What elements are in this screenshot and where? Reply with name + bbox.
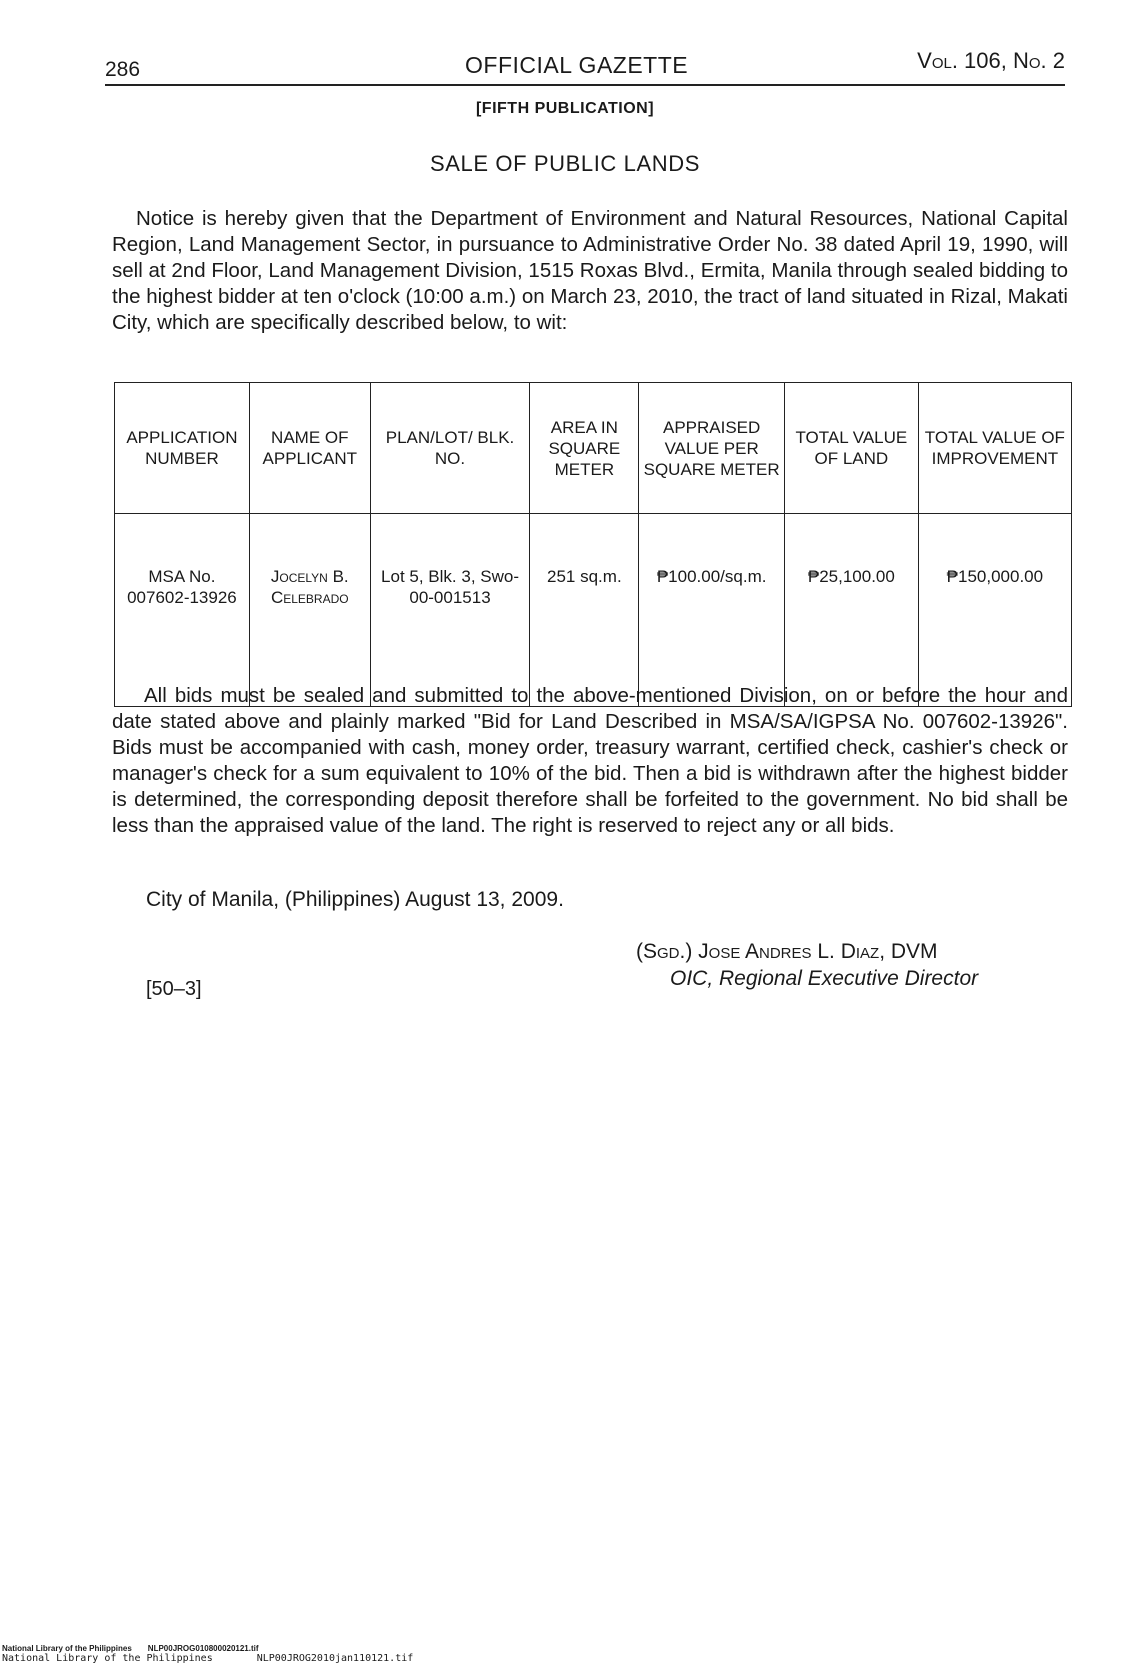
- volume-number: Vol. 106, No. 2: [917, 48, 1065, 73]
- page-number: 286: [105, 58, 141, 81]
- dateline: City of Manila, (Philippines) August 13, 2009.: [146, 888, 564, 911]
- footer-source: National Library of the Philippines: [2, 1644, 132, 1653]
- header-total-value-improvement: TOTAL VALUE OF IMPROVEMENT: [918, 383, 1071, 514]
- scan-footer-line-1: [2, 1644, 259, 1653]
- header-area: AREA IN SQUARE METER: [530, 383, 639, 514]
- cell-plan-lot-blk: Lot 5, Blk. 3, Swo-00-001513: [370, 514, 530, 707]
- page-header: [105, 48, 1065, 84]
- cell-application-number: MSA No. 007602-13926: [115, 514, 250, 707]
- cell-appraised-value: ₱100.00/sq.m.: [639, 514, 785, 707]
- intro-paragraph: Notice is hereby given that the Department of Environment and Natural Resources, National Capital Region, Land Management Sector, in pursuance to Administrative Order No. 38 dated April 19, 1990, will sell at 2nd Floor, Land Management Division, 1515 Roxas Blvd., Ermita, Manila through sealed bidding to the highest bidder at ten o'clock (10:00 a.m.) on March 23, 2010, the tract of land situated in Rizal, Makati City, which are specifically described below, to wit:: [112, 207, 1068, 334]
- signatory-role: OIC, Regional Executive Director: [670, 967, 979, 990]
- footer-file-code: NLP00JROG2010jan110121.tif: [256, 1653, 414, 1664]
- header-total-value-land: TOTAL VALUE OF LAND: [784, 383, 918, 514]
- signatory-name: (Sgd.) Jose Andres L. Diaz, DVM: [636, 940, 938, 963]
- header-rule: [105, 84, 1065, 86]
- publication-tag: [FIFTH PUBLICATION]: [475, 100, 655, 117]
- bids-paragraph: All bids must be sealed and submitted to the above-mentioned Division, on or before the hour and date stated above and plainly marked "Bid for Land Described in MSA/SA/IGPSA No. 007602-13926". Bids must be accompanied with cash, money order, treasury warrant, certified check, cashier's check or manager's check for a sum equivalent to 10% of the bid. Then a bid is withdrawn after the highest bidder is determined, the corresponding deposit therefore shall be forfeited to the government. No bid shall be less than the appraised value of the land. The right is reserved to reject any or all bids.: [112, 684, 1068, 837]
- document-number: [50–3]: [146, 978, 202, 1000]
- cell-applicant-name: Jocelyn B. Celebrado: [249, 514, 370, 707]
- table-header-row: [115, 383, 1072, 514]
- cell-total-value-improvement: ₱150,000.00: [918, 514, 1071, 707]
- footer-source: National Library of the Philippines: [2, 1653, 213, 1664]
- scan-footer-line-2: [2, 1653, 413, 1664]
- cell-total-value-land: ₱25,100.00: [784, 514, 918, 707]
- notice-heading: SALE OF PUBLIC LANDS: [430, 151, 700, 176]
- publication-title: OFFICIAL GAZETTE: [465, 52, 689, 78]
- land-sale-table: [114, 382, 1072, 707]
- header-application-number: APPLICATION NUMBER: [115, 383, 250, 514]
- cell-area: 251 sq.m.: [530, 514, 639, 707]
- header-applicant-name: NAME OF APPLICANT: [249, 383, 370, 514]
- signature-block: [636, 938, 978, 992]
- header-appraised-value: APPRAISED VALUE PER SQUARE METER: [639, 383, 785, 514]
- footer-file-code: NLP00JROG010800020121.tif: [147, 1644, 259, 1653]
- table-row: [115, 514, 1072, 707]
- header-plan-lot-blk: PLAN/LOT/ BLK. NO.: [370, 383, 530, 514]
